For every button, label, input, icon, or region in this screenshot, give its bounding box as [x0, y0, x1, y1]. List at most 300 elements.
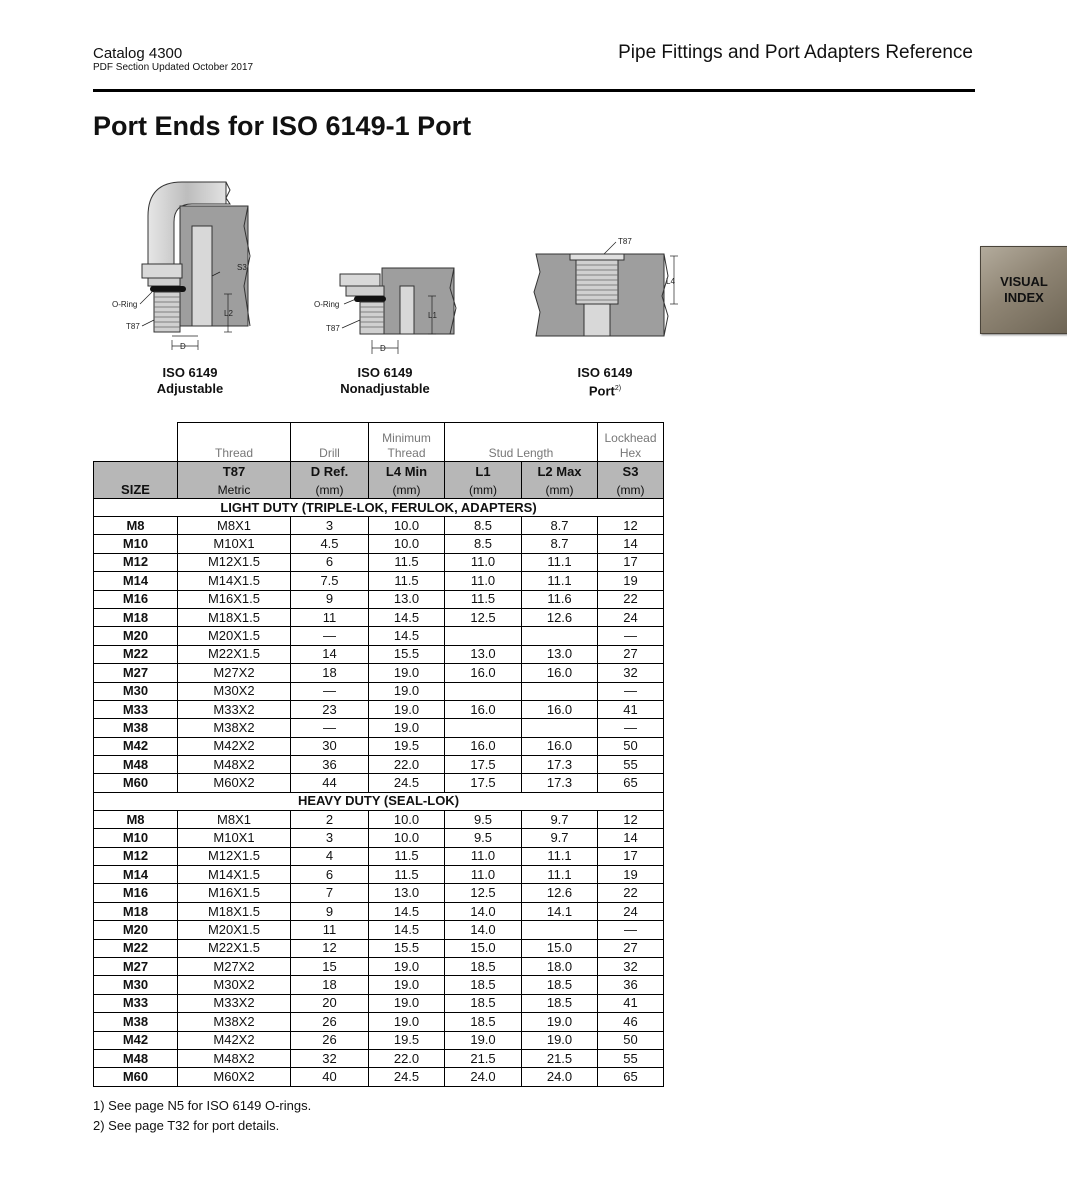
cell-l2-max: 11.1: [522, 553, 598, 571]
cell-l4-min: 13.0: [369, 884, 445, 902]
cell-thread: M18X1.5: [178, 608, 291, 626]
cell-s3: 55: [598, 756, 664, 774]
cell-thread: M16X1.5: [178, 590, 291, 608]
table-row: [94, 664, 664, 682]
cell-s3: 50: [598, 737, 664, 755]
cell-drill: 44: [291, 774, 369, 792]
table-row: [94, 535, 664, 553]
cell-size: M14: [94, 866, 178, 884]
table-row: [94, 884, 664, 902]
cell-l4-min: 19.0: [369, 719, 445, 737]
cell-l2-max: 17.3: [522, 774, 598, 792]
cell-size: M42: [94, 737, 178, 755]
catalog-number: Catalog 4300: [93, 45, 183, 62]
header-size: SIZE: [94, 482, 178, 499]
section-title: HEAVY DUTY (SEAL-LOK): [94, 792, 664, 810]
l4-label: L4: [666, 277, 675, 286]
cell-thread: M8X1: [178, 810, 291, 828]
cell-s3: 22: [598, 884, 664, 902]
cell-l4-min: 15.5: [369, 939, 445, 957]
table-row: [94, 1068, 664, 1086]
cell-l4-min: 19.0: [369, 976, 445, 994]
cell-drill: 32: [291, 1049, 369, 1067]
cell-s3: 19: [598, 572, 664, 590]
cell-s3: 36: [598, 976, 664, 994]
cell-s3: 19: [598, 866, 664, 884]
cell-l4-min: 14.5: [369, 627, 445, 645]
cell-l1: 11.0: [445, 572, 522, 590]
cell-thread: M48X2: [178, 756, 291, 774]
cell-l1: 11.0: [445, 553, 522, 571]
cell-l4-min: 19.0: [369, 700, 445, 718]
cell-s3: 65: [598, 1068, 664, 1086]
table-row: [94, 572, 664, 590]
cell-l2-max: 12.6: [522, 608, 598, 626]
cell-l1: 9.5: [445, 829, 522, 847]
cell-size: M12: [94, 553, 178, 571]
table-row: [94, 810, 664, 828]
cell-l1: 13.0: [445, 645, 522, 663]
header-unit: (mm): [369, 482, 445, 499]
cell-l4-min: 14.5: [369, 921, 445, 939]
oring-label: O-Ring: [314, 300, 340, 309]
cell-size: M33: [94, 700, 178, 718]
cell-l1: 16.0: [445, 664, 522, 682]
adjustable-fitting-diagram: [108, 176, 258, 356]
table-row: [94, 517, 664, 535]
cell-l4-min: 10.0: [369, 829, 445, 847]
cell-l4-min: 11.5: [369, 847, 445, 865]
cell-drill: —: [291, 627, 369, 645]
cell-l2-max: 19.0: [522, 1013, 598, 1031]
cell-l4-min: 15.5: [369, 645, 445, 663]
cell-l1: 14.0: [445, 902, 522, 920]
cell-drill: 11: [291, 921, 369, 939]
cell-l2-max: [522, 682, 598, 700]
cell-size: M48: [94, 1049, 178, 1067]
cell-size: M38: [94, 1013, 178, 1031]
cell-thread: M10X1: [178, 829, 291, 847]
cell-s3: 41: [598, 700, 664, 718]
section-header-row: [94, 792, 664, 810]
header-l4-min: L4 Min: [369, 462, 445, 483]
cell-s3: —: [598, 682, 664, 700]
cell-s3: 50: [598, 1031, 664, 1049]
cell-s3: 46: [598, 1013, 664, 1031]
cell-l2-max: 11.1: [522, 572, 598, 590]
table-body: [94, 499, 664, 1087]
cell-l1: 17.5: [445, 756, 522, 774]
cell-l2-max: 16.0: [522, 737, 598, 755]
table-row: [94, 847, 664, 865]
cell-l4-min: 19.0: [369, 957, 445, 975]
cell-l2-max: 24.0: [522, 1068, 598, 1086]
header-lockhead-hex: Lockhead Hex: [598, 423, 664, 462]
header-unit: (mm): [291, 482, 369, 499]
cell-l1: 24.0: [445, 1068, 522, 1086]
port-footnote-ref: 2): [614, 385, 622, 392]
cell-l2-max: 11.1: [522, 866, 598, 884]
cell-size: M30: [94, 682, 178, 700]
cell-s3: 55: [598, 1049, 664, 1067]
cell-l4-min: 11.5: [369, 572, 445, 590]
table-row: [94, 866, 664, 884]
cell-l1: 11.0: [445, 866, 522, 884]
table-row: [94, 608, 664, 626]
table-row: [94, 1031, 664, 1049]
cell-l1: 11.0: [445, 847, 522, 865]
cell-thread: M33X2: [178, 700, 291, 718]
table-row: [94, 553, 664, 571]
page-title: Port Ends for ISO 6149-1 Port: [93, 111, 472, 141]
cell-l4-min: 22.0: [369, 756, 445, 774]
header-thread: Thread: [178, 423, 291, 462]
cell-s3: 14: [598, 535, 664, 553]
cell-s3: 27: [598, 645, 664, 663]
cell-thread: M20X1.5: [178, 627, 291, 645]
table-row: [94, 1013, 664, 1031]
cell-l1: 9.5: [445, 810, 522, 828]
visual-index-line1: VISUAL: [1000, 274, 1048, 289]
cell-l2-max: 15.0: [522, 939, 598, 957]
d-label: D: [380, 344, 386, 353]
cell-size: M18: [94, 608, 178, 626]
cell-l4-min: 24.5: [369, 1068, 445, 1086]
cell-s3: 32: [598, 957, 664, 975]
header-t87: T87: [178, 462, 291, 483]
cell-s3: 65: [598, 774, 664, 792]
cell-l4-min: 19.0: [369, 682, 445, 700]
table-row: [94, 737, 664, 755]
cell-drill: —: [291, 682, 369, 700]
l2-label: L2: [224, 309, 233, 318]
cell-drill: 14: [291, 645, 369, 663]
cell-drill: 9: [291, 902, 369, 920]
cell-l1: 21.5: [445, 1049, 522, 1067]
cell-l2-max: [522, 627, 598, 645]
port-caption-line1: ISO 6149: [577, 365, 633, 380]
cell-thread: M16X1.5: [178, 884, 291, 902]
table-row: [94, 627, 664, 645]
table-row: [94, 921, 664, 939]
cell-l1: 12.5: [445, 608, 522, 626]
cell-l2-max: 18.0: [522, 957, 598, 975]
cell-l2-max: 9.7: [522, 829, 598, 847]
cell-drill: 11: [291, 608, 369, 626]
cell-l1: [445, 682, 522, 700]
footnote-1: 1) See page N5 for ISO 6149 O-rings.: [93, 1098, 312, 1113]
footnote-2: 2) See page T32 for port details.: [93, 1118, 280, 1133]
cell-s3: 24: [598, 608, 664, 626]
cell-thread: M27X2: [178, 664, 291, 682]
cell-thread: M42X2: [178, 1031, 291, 1049]
cell-l4-min: 19.5: [369, 737, 445, 755]
t87-label: T87: [618, 237, 632, 246]
cell-l4-min: 14.5: [369, 608, 445, 626]
cell-l1: [445, 719, 522, 737]
port-caption-line2: [545, 381, 665, 399]
port-caption: [545, 365, 665, 399]
table-row: [94, 902, 664, 920]
cell-size: M22: [94, 939, 178, 957]
cell-s3: 32: [598, 664, 664, 682]
cell-l2-max: 11.1: [522, 847, 598, 865]
cell-l4-min: 19.0: [369, 664, 445, 682]
cell-drill: 30: [291, 737, 369, 755]
cell-l1: [445, 627, 522, 645]
cell-drill: 3: [291, 829, 369, 847]
table-row: [94, 957, 664, 975]
cell-size: M18: [94, 902, 178, 920]
cell-l2-max: 11.6: [522, 590, 598, 608]
cell-s3: —: [598, 921, 664, 939]
cell-l2-max: 8.7: [522, 535, 598, 553]
cell-drill: 3: [291, 517, 369, 535]
cell-size: M20: [94, 921, 178, 939]
cell-drill: 26: [291, 1031, 369, 1049]
cell-drill: 4.5: [291, 535, 369, 553]
cell-size: M8: [94, 517, 178, 535]
cell-l4-min: 10.0: [369, 517, 445, 535]
table-row: [94, 682, 664, 700]
cell-l4-min: 11.5: [369, 866, 445, 884]
cell-l2-max: 16.0: [522, 664, 598, 682]
section-header-row: [94, 499, 664, 517]
cell-drill: 36: [291, 756, 369, 774]
table-row: [94, 939, 664, 957]
cell-s3: 14: [598, 829, 664, 847]
cell-l1: 11.5: [445, 590, 522, 608]
cell-size: M38: [94, 719, 178, 737]
header-drill: Drill: [291, 423, 369, 462]
cell-l1: 18.5: [445, 957, 522, 975]
cell-drill: —: [291, 719, 369, 737]
cell-thread: M42X2: [178, 737, 291, 755]
header-unit: (mm): [522, 482, 598, 499]
cell-size: M60: [94, 774, 178, 792]
cell-l4-min: 13.0: [369, 590, 445, 608]
cell-s3: 17: [598, 553, 664, 571]
nonadjustable-caption-line2: Nonadjustable: [340, 381, 430, 396]
table-row: [94, 829, 664, 847]
table-row: [94, 994, 664, 1012]
cell-thread: M22X1.5: [178, 645, 291, 663]
cell-s3: —: [598, 627, 664, 645]
cell-thread: M30X2: [178, 682, 291, 700]
table-row: [94, 645, 664, 663]
header-left: [93, 45, 253, 74]
cell-drill: 2: [291, 810, 369, 828]
cell-l2-max: 19.0: [522, 1031, 598, 1049]
cell-l1: 16.0: [445, 700, 522, 718]
cell-l2-max: 18.5: [522, 994, 598, 1012]
cell-l1: 15.0: [445, 939, 522, 957]
nonadjustable-caption: [325, 365, 445, 397]
t87-label: T87: [126, 322, 140, 331]
cell-l1: 8.5: [445, 535, 522, 553]
t87-label: T87: [326, 324, 340, 333]
cell-l4-min: 19.0: [369, 1013, 445, 1031]
cell-l2-max: 8.7: [522, 517, 598, 535]
header-d-ref: D Ref.: [291, 462, 369, 483]
header-size-top: [94, 462, 178, 483]
cell-l2-max: [522, 719, 598, 737]
adjustable-caption-line2: Adjustable: [156, 381, 224, 396]
header-rule: [93, 89, 975, 92]
cell-l4-min: 10.0: [369, 810, 445, 828]
cell-size: M10: [94, 535, 178, 553]
cell-thread: M12X1.5: [178, 553, 291, 571]
cell-l4-min: 19.0: [369, 994, 445, 1012]
cell-size: M22: [94, 645, 178, 663]
header-s3: S3: [598, 462, 664, 483]
cell-drill: 12: [291, 939, 369, 957]
cell-s3: 12: [598, 517, 664, 535]
cell-thread: M38X2: [178, 719, 291, 737]
cell-thread: M30X2: [178, 976, 291, 994]
header-l2-max: L2 Max: [522, 462, 598, 483]
header-unit: (mm): [598, 482, 664, 499]
cell-thread: M38X2: [178, 1013, 291, 1031]
cell-size: M12: [94, 847, 178, 865]
header-unit: (mm): [445, 482, 522, 499]
cell-thread: M20X1.5: [178, 921, 291, 939]
cell-thread: M33X2: [178, 994, 291, 1012]
cell-l4-min: 19.5: [369, 1031, 445, 1049]
cell-l1: 16.0: [445, 737, 522, 755]
adjustable-caption: [130, 365, 250, 397]
cell-l4-min: 11.5: [369, 553, 445, 571]
cell-l1: 12.5: [445, 884, 522, 902]
nonadjustable-fitting-diagram: [310, 262, 460, 362]
cell-drill: 40: [291, 1068, 369, 1086]
cell-size: M16: [94, 884, 178, 902]
table-row: [94, 1049, 664, 1067]
table-row: [94, 590, 664, 608]
cell-drill: 20: [291, 994, 369, 1012]
header-unit: Metric: [178, 482, 291, 499]
cell-drill: 15: [291, 957, 369, 975]
s3-label: S3: [237, 263, 247, 272]
cell-l2-max: 9.7: [522, 810, 598, 828]
cell-l1: 17.5: [445, 774, 522, 792]
header-stud-length: Stud Length: [445, 423, 598, 462]
cell-s3: —: [598, 719, 664, 737]
cell-s3: 41: [598, 994, 664, 1012]
cell-drill: 7.5: [291, 572, 369, 590]
cell-l1: 18.5: [445, 976, 522, 994]
cell-thread: M14X1.5: [178, 572, 291, 590]
cell-size: M20: [94, 627, 178, 645]
cell-l2-max: 17.3: [522, 756, 598, 774]
cell-drill: 18: [291, 664, 369, 682]
cell-l2-max: 12.6: [522, 884, 598, 902]
cell-drill: 18: [291, 976, 369, 994]
cell-drill: 6: [291, 866, 369, 884]
cell-l1: 19.0: [445, 1031, 522, 1049]
cell-s3: 27: [598, 939, 664, 957]
cell-thread: M48X2: [178, 1049, 291, 1067]
table-row: [94, 719, 664, 737]
cell-l2-max: 18.5: [522, 976, 598, 994]
oring-label: O-Ring: [112, 300, 138, 309]
cell-size: M60: [94, 1068, 178, 1086]
cell-l2-max: 16.0: [522, 700, 598, 718]
cell-s3: 22: [598, 590, 664, 608]
cell-l1: 8.5: [445, 517, 522, 535]
adjustable-caption-line1: ISO 6149: [162, 365, 218, 380]
cell-size: M42: [94, 1031, 178, 1049]
cell-l4-min: 24.5: [369, 774, 445, 792]
cell-drill: 4: [291, 847, 369, 865]
cell-size: M27: [94, 664, 178, 682]
cell-drill: 23: [291, 700, 369, 718]
d-label: D: [180, 342, 186, 351]
cell-l4-min: 22.0: [369, 1049, 445, 1067]
cell-l2-max: 21.5: [522, 1049, 598, 1067]
cell-size: M10: [94, 829, 178, 847]
table-row: [94, 774, 664, 792]
cell-thread: M8X1: [178, 517, 291, 535]
footnotes: [93, 1096, 311, 1136]
section-title: Pipe Fittings and Port Adapters Reference: [618, 42, 973, 63]
cell-l1: 18.5: [445, 1013, 522, 1031]
port-diagram: [530, 232, 690, 342]
cell-l2-max: 13.0: [522, 645, 598, 663]
l1-label: L1: [428, 311, 437, 320]
nonadjustable-caption-line1: ISO 6149: [357, 365, 413, 380]
cell-size: M14: [94, 572, 178, 590]
cell-thread: M10X1: [178, 535, 291, 553]
cell-size: M48: [94, 756, 178, 774]
table-row: [94, 976, 664, 994]
cell-thread: M14X1.5: [178, 866, 291, 884]
header-min-thread: Minimum Thread: [369, 423, 445, 462]
cell-drill: 7: [291, 884, 369, 902]
visual-index-button[interactable]: [980, 246, 1067, 334]
cell-size: M33: [94, 994, 178, 1012]
cell-s3: 12: [598, 810, 664, 828]
cell-l1: 18.5: [445, 994, 522, 1012]
cell-size: M27: [94, 957, 178, 975]
header-row-units: [94, 482, 664, 499]
section-title: LIGHT DUTY (TRIPLE-LOK, FERULOK, ADAPTERS): [94, 499, 664, 517]
cell-size: M8: [94, 810, 178, 828]
port-ends-table: [93, 422, 664, 1087]
cell-s3: 17: [598, 847, 664, 865]
cell-drill: 9: [291, 590, 369, 608]
table-row: [94, 756, 664, 774]
section-updated: PDF Section Updated October 2017: [93, 62, 254, 73]
header-row-mid: [94, 462, 664, 483]
cell-drill: 26: [291, 1013, 369, 1031]
cell-thread: M60X2: [178, 774, 291, 792]
cell-l2-max: 14.1: [522, 902, 598, 920]
cell-l2-max: [522, 921, 598, 939]
header-l1: L1: [445, 462, 522, 483]
header-row-top: [94, 423, 664, 462]
table-row: [94, 700, 664, 718]
cell-l4-min: 14.5: [369, 902, 445, 920]
cell-thread: M60X2: [178, 1068, 291, 1086]
port-caption-text: Port: [588, 383, 615, 399]
header-blank: [94, 423, 178, 462]
cell-drill: 6: [291, 553, 369, 571]
visual-index-line2: INDEX: [1004, 290, 1044, 305]
cell-s3: 24: [598, 902, 664, 920]
cell-thread: M12X1.5: [178, 847, 291, 865]
cell-size: M16: [94, 590, 178, 608]
